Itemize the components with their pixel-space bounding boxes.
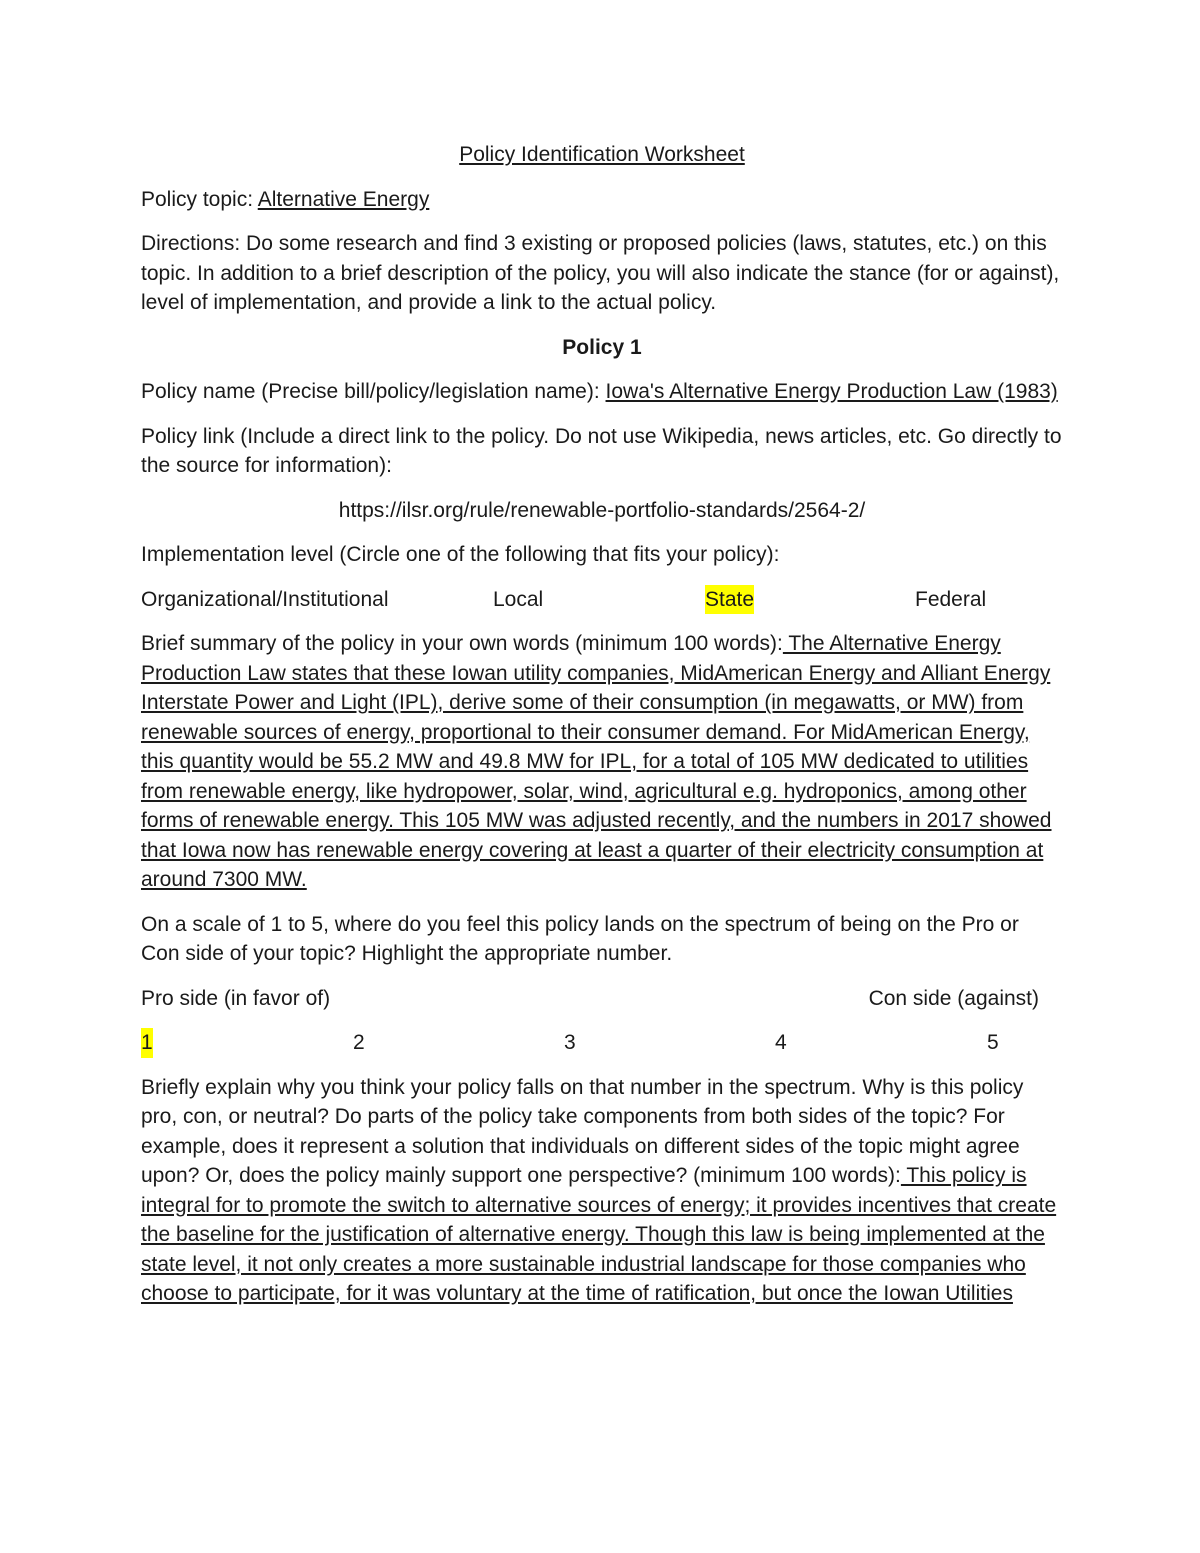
scale-option-2[interactable]: 2 <box>353 1031 365 1054</box>
policy-link-url[interactable]: https://ilsr.org/rule/renewable-portfolio-standards/2564-2/ <box>338 498 866 522</box>
worksheet-page <box>141 140 1063 1324</box>
policy-name-label: Policy name (Precise bill/policy/legislation name): <box>141 380 606 403</box>
scale-option-4[interactable]: 4 <box>775 1031 787 1054</box>
scale-labels <box>141 984 1039 1014</box>
policy-link-label: Policy link (Include a direct link to the policy. Do not use Wikipedia, news articles, etc. Go directly to the source for information): <box>141 424 1062 477</box>
summary-text: The Alternative Energy Production Law states that these Iowan utility companies, MidAmerican Energy and Alliant Energy Interstate Power and Light (IPL), derive some of their consumption (in megawatts, or MW) from renewable sources of energy, proportional to their consumer demand. For MidAmerican Energy, this quantity would be 55.2 MW and 49.8 MW for IPL, for a total of 105 MW dedicated to utilities from renewable energy, like hydropower, solar, wind, agricultural e.g. hydroponics, among other forms of renewable energy. This 105 MW was adjusted recently, and the numbers in 2017 showed that Iowa now has renewable energy covering at least a quarter of their electricity consumption at around 7300 MW. <box>141 632 1052 891</box>
policy-explanation <box>141 1073 1063 1309</box>
page-title: Policy Identification Worksheet <box>459 143 745 166</box>
policy-topic-value: Alternative Energy <box>257 187 430 211</box>
policy-summary <box>141 629 1063 895</box>
con-side-label: Con side (against) <box>868 986 1039 1010</box>
directions: Directions: Do some research and find 3 existing or proposed policies (laws, statutes, etc.) on this topic. In addition to a brief description of the policy, you will also indicate the stance (for or against), level of implementation, and provide a link to the actual policy. <box>141 232 1060 314</box>
explain-text: This policy is integral for to promote the switch to alternative sources of energy; it provides incentives that create the baseline for the justification of alternative energy. Though this law is being implemented at the state level, it not only creates a more sustainable industrial landscape for those companies who choose to participate, for it was voluntary at the time of ratification, but once the Iowan Utilities <box>141 1164 1057 1305</box>
level-local[interactable]: Local <box>493 587 544 611</box>
policy-name <box>141 377 1063 407</box>
implementation-levels <box>141 585 1063 615</box>
summary-label: Brief summary of the policy in your own words (minimum 100 words): <box>141 632 783 655</box>
level-federal[interactable]: Federal <box>915 587 987 611</box>
pro-side-label: Pro side (in favor of) <box>141 986 331 1010</box>
policy-name-value: Iowa's Alternative Energy Production Law (1983) <box>605 380 1058 403</box>
scale-question: On a scale of 1 to 5, where do you feel this policy lands on the spectrum of being on the Pro or Con side of your topic? Highlight the appropriate number. <box>141 912 1019 965</box>
implementation-label: Implementation level (Circle one of the following that fits your policy): <box>141 543 780 566</box>
policy-topic <box>141 185 1063 215</box>
level-state[interactable] <box>705 585 915 615</box>
level-organizational[interactable]: Organizational/Institutional <box>141 587 389 611</box>
scale-option-5[interactable]: 5 <box>987 1031 999 1054</box>
policy-heading: Policy 1 <box>562 335 642 359</box>
scale-option-3[interactable]: 3 <box>564 1031 576 1054</box>
policy-topic-label: Policy topic: <box>141 187 258 211</box>
scale-numbers <box>141 1028 1063 1058</box>
scale-option-1[interactable]: 1 <box>141 1028 153 1058</box>
explain-label: Briefly explain why you think your policy falls on that number in the spectrum. Why is this policy pro, con, or neutral? Do parts of the policy take components from both sides of the topic? For example, does it represent a solution that individuals on different sides of the topic might agree upon? Or, does the policy mainly support one perspective? (minimum 100 words): <box>141 1075 1024 1187</box>
level-state-highlight: State <box>705 585 754 615</box>
